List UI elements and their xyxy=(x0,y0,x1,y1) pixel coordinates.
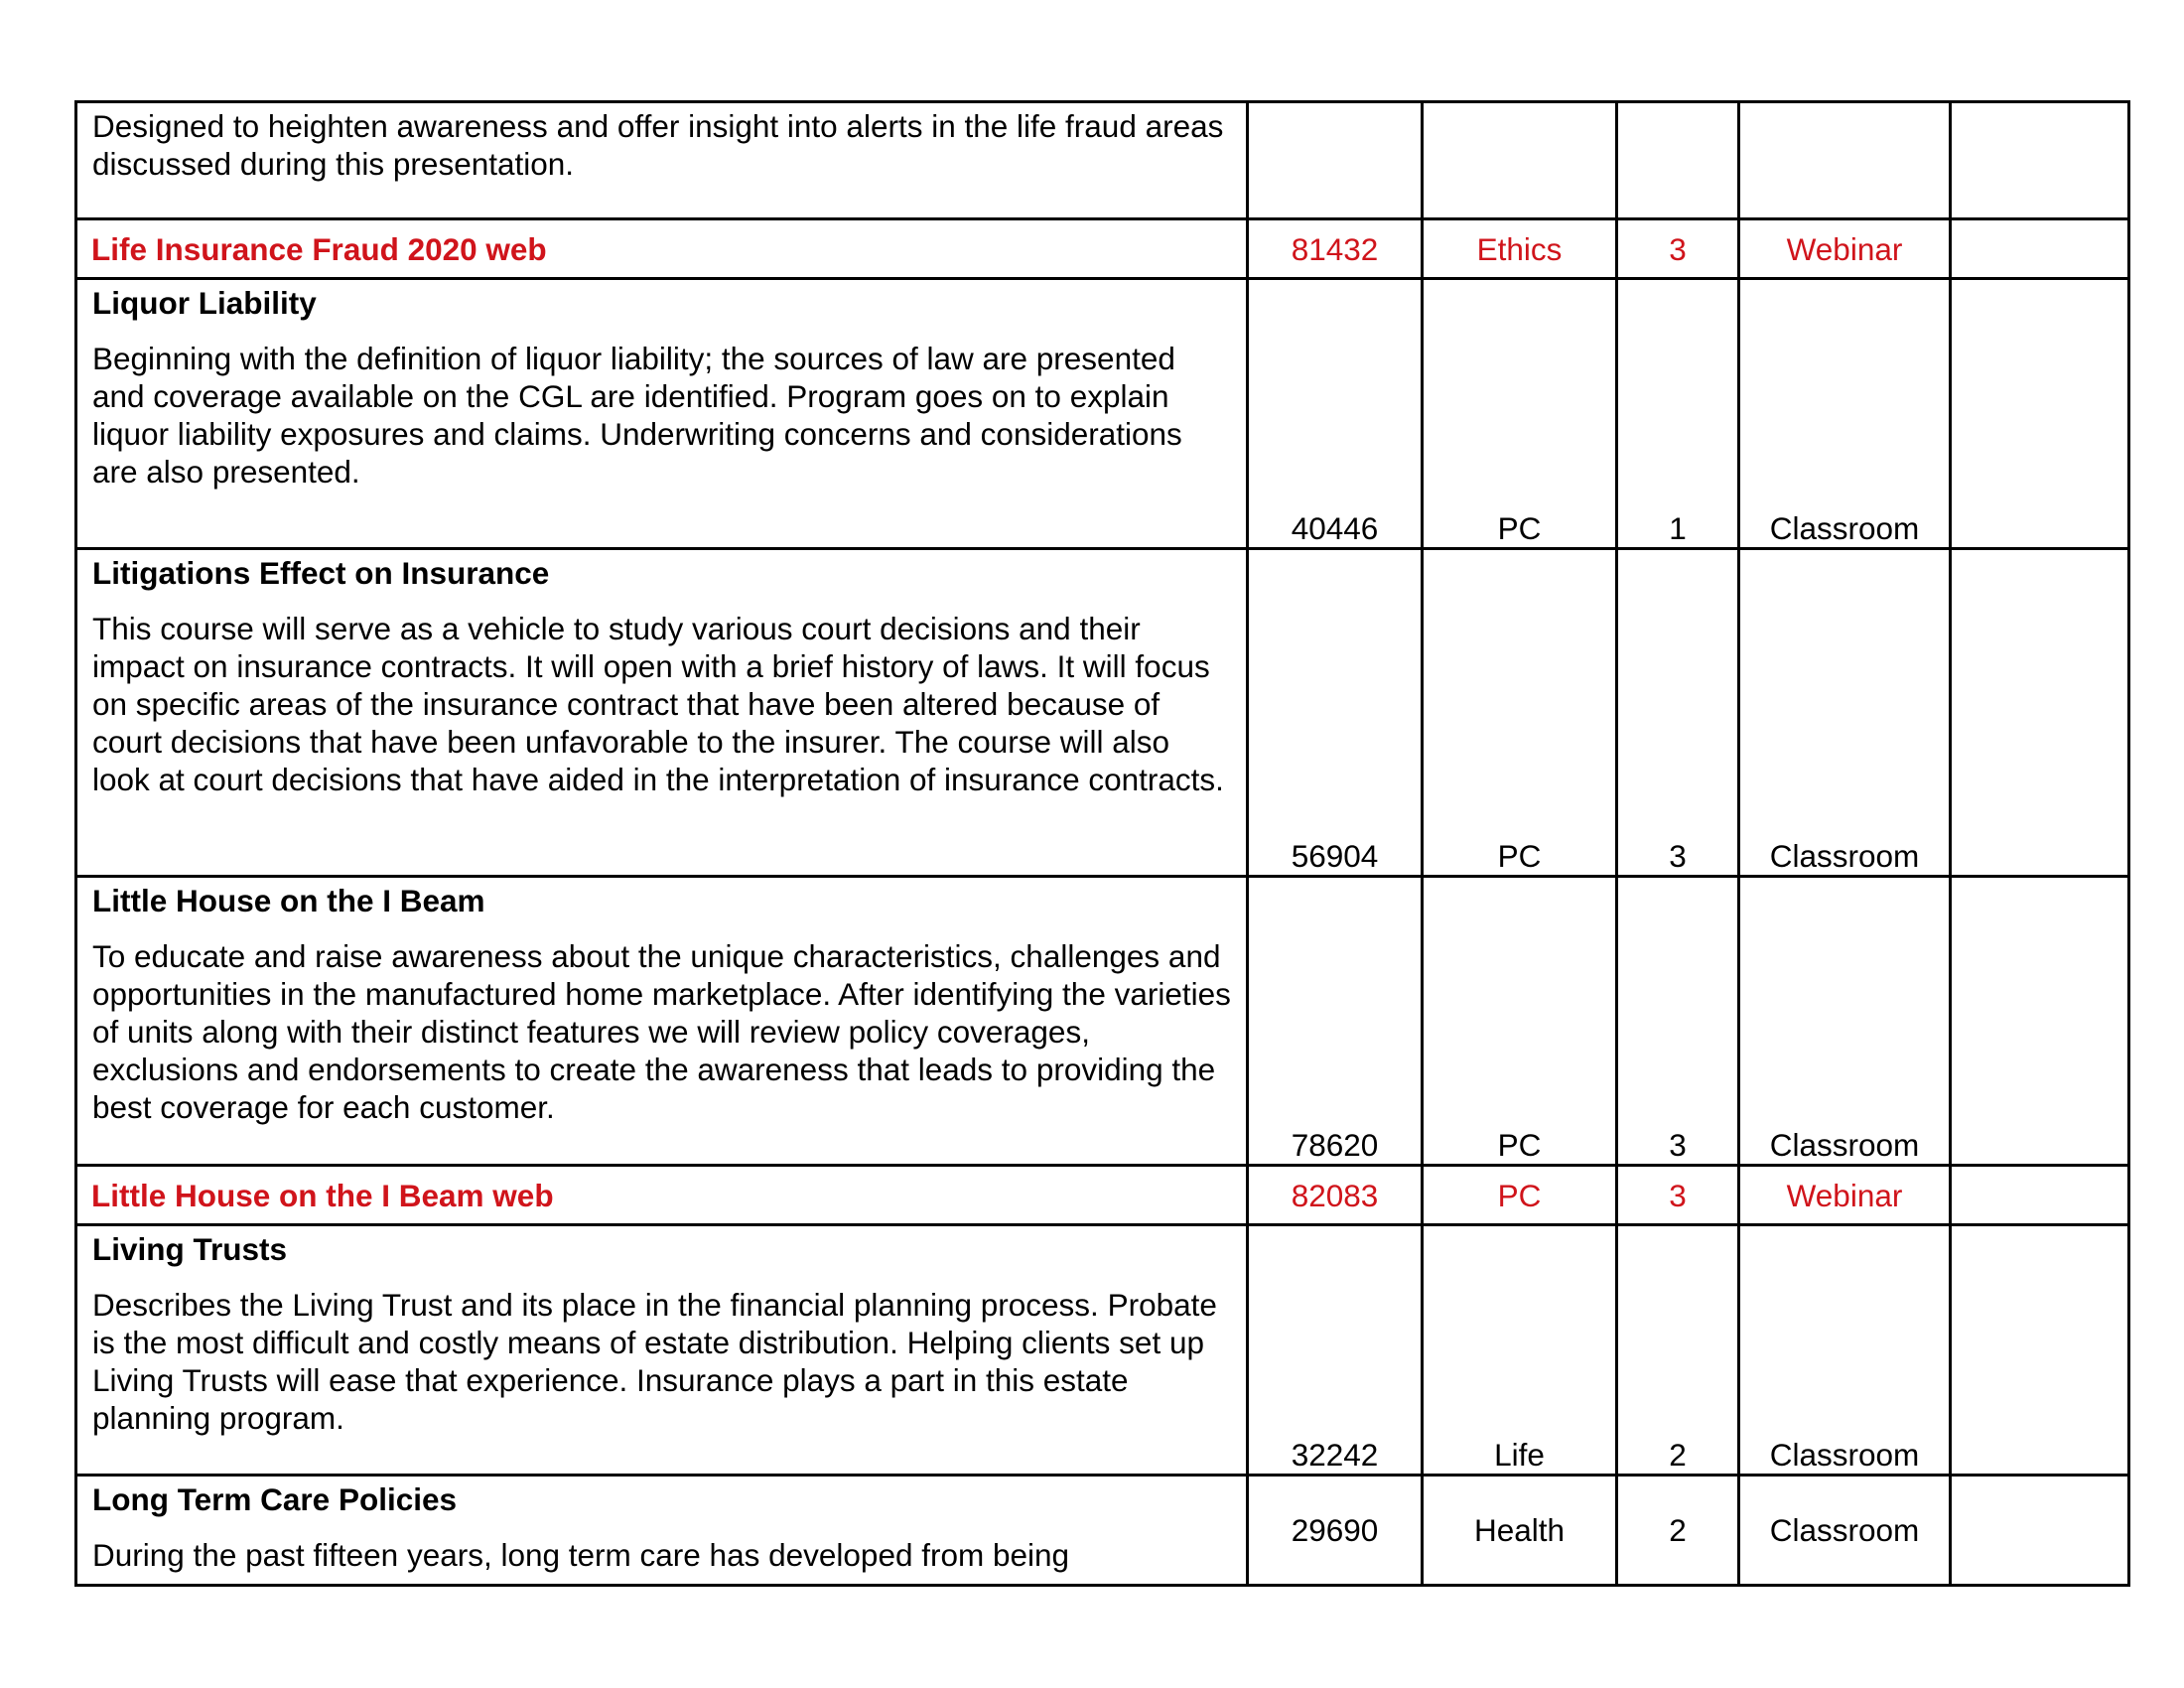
course-catalog-table xyxy=(74,100,2130,1587)
course-number-cell: 40446 xyxy=(1248,279,1423,549)
course-format-cell: Webinar xyxy=(1739,1166,1951,1225)
course-format-cell: Webinar xyxy=(1739,219,1951,279)
course-title: Liquor Liability xyxy=(92,285,317,321)
table-row xyxy=(76,219,2129,279)
course-hours-cell: 3 xyxy=(1617,1166,1739,1225)
course-format-cell: Classroom xyxy=(1739,877,1951,1166)
course-category-cell: PC xyxy=(1423,549,1617,877)
course-number-cell: 78620 xyxy=(1248,877,1423,1166)
course-title-cell xyxy=(76,219,1248,279)
empty-cell xyxy=(1951,102,2129,219)
course-description: Beginning with the definition of liquor liability; the sources of law are presented and coverage available on the CGL are identified. Program goes on to explain liquor liability exposures and claims. Underwriting concerns and considerations are also presented. xyxy=(92,341,1182,490)
course-category-cell xyxy=(1423,102,1617,219)
course-title: Long Term Care Policies xyxy=(92,1481,458,1517)
course-description-cell xyxy=(76,102,1248,219)
course-description: This course will serve as a vehicle to study various court decisions and their impact on insurance contracts. It will open with a brief history of laws. It will focus on specific areas of the insurance contract that have been altered because of court decisions that have been unfavorable to the insurer. The course will also look at court decisions that have aided in the interpretation of insurance contracts. xyxy=(92,611,1224,797)
course-hours-cell: 3 xyxy=(1617,549,1739,877)
course-category-cell: Life xyxy=(1423,1225,1617,1476)
course-description-cell xyxy=(76,549,1248,877)
course-title: Living Trusts xyxy=(92,1231,288,1267)
empty-cell xyxy=(1951,1166,2129,1225)
course-title-cell xyxy=(76,1166,1248,1225)
course-hours-cell: 3 xyxy=(1617,219,1739,279)
table-row xyxy=(76,1225,2129,1476)
course-description-cell xyxy=(76,279,1248,549)
course-number-cell: 82083 xyxy=(1248,1166,1423,1225)
course-hours-cell: 2 xyxy=(1617,1476,1739,1586)
empty-cell xyxy=(1951,279,2129,549)
course-format-cell xyxy=(1739,102,1951,219)
table-row xyxy=(76,1166,2129,1225)
course-category-cell: Health xyxy=(1423,1476,1617,1586)
table-row xyxy=(76,102,2129,219)
course-category-cell: PC xyxy=(1423,877,1617,1166)
course-format-cell: Classroom xyxy=(1739,279,1951,549)
empty-cell xyxy=(1951,877,2129,1166)
course-hours-cell: 2 xyxy=(1617,1225,1739,1476)
empty-cell xyxy=(1951,1476,2129,1586)
course-description: Designed to heighten awareness and offer insight into alerts in the life fraud areas discussed during this presentation. xyxy=(92,108,1224,182)
course-hours-cell: 1 xyxy=(1617,279,1739,549)
course-format-cell: Classroom xyxy=(1739,1225,1951,1476)
course-number-cell: 56904 xyxy=(1248,549,1423,877)
course-number-cell xyxy=(1248,102,1423,219)
course-number-cell: 32242 xyxy=(1248,1225,1423,1476)
course-description: Describes the Living Trust and its place in the financial planning process. Probate is the most difficult and costly means of estate distribution. Helping clients set up Living Trusts will ease that experience. Insurance plays a part in this estate planning program. xyxy=(92,1287,1217,1436)
course-description-cell xyxy=(76,1476,1248,1586)
course-description-cell xyxy=(76,1225,1248,1476)
table-row xyxy=(76,279,2129,549)
course-category-cell: PC xyxy=(1423,1166,1617,1225)
course-format-cell: Classroom xyxy=(1739,1476,1951,1586)
empty-cell xyxy=(1951,219,2129,279)
course-number-cell: 81432 xyxy=(1248,219,1423,279)
course-category-cell: Ethics xyxy=(1423,219,1617,279)
course-title: Litigations Effect on Insurance xyxy=(92,555,550,591)
course-description-cell xyxy=(76,877,1248,1166)
course-title: Life Insurance Fraud 2020 web xyxy=(91,230,547,267)
course-category-cell: PC xyxy=(1423,279,1617,549)
table-row xyxy=(76,549,2129,877)
course-title: Little House on the I Beam xyxy=(92,883,485,918)
course-number-cell: 29690 xyxy=(1248,1476,1423,1586)
table-row xyxy=(76,1476,2129,1586)
course-format-cell: Classroom xyxy=(1739,549,1951,877)
empty-cell xyxy=(1951,1225,2129,1476)
course-description: To educate and raise awareness about the unique characteristics, challenges and opportunities in the manufactured home marketplace. After identifying the varieties of units along with their distinct features we will review policy coverages, exclusions and endorsements to create the awareness that leads to providing the best coverage for each customer. xyxy=(92,938,1231,1125)
course-hours-cell xyxy=(1617,102,1739,219)
course-title: Little House on the I Beam web xyxy=(91,1177,554,1213)
table-row xyxy=(76,877,2129,1166)
course-description: During the past fifteen years, long term care has developed from being xyxy=(92,1537,1070,1573)
course-hours-cell: 3 xyxy=(1617,877,1739,1166)
empty-cell xyxy=(1951,549,2129,877)
